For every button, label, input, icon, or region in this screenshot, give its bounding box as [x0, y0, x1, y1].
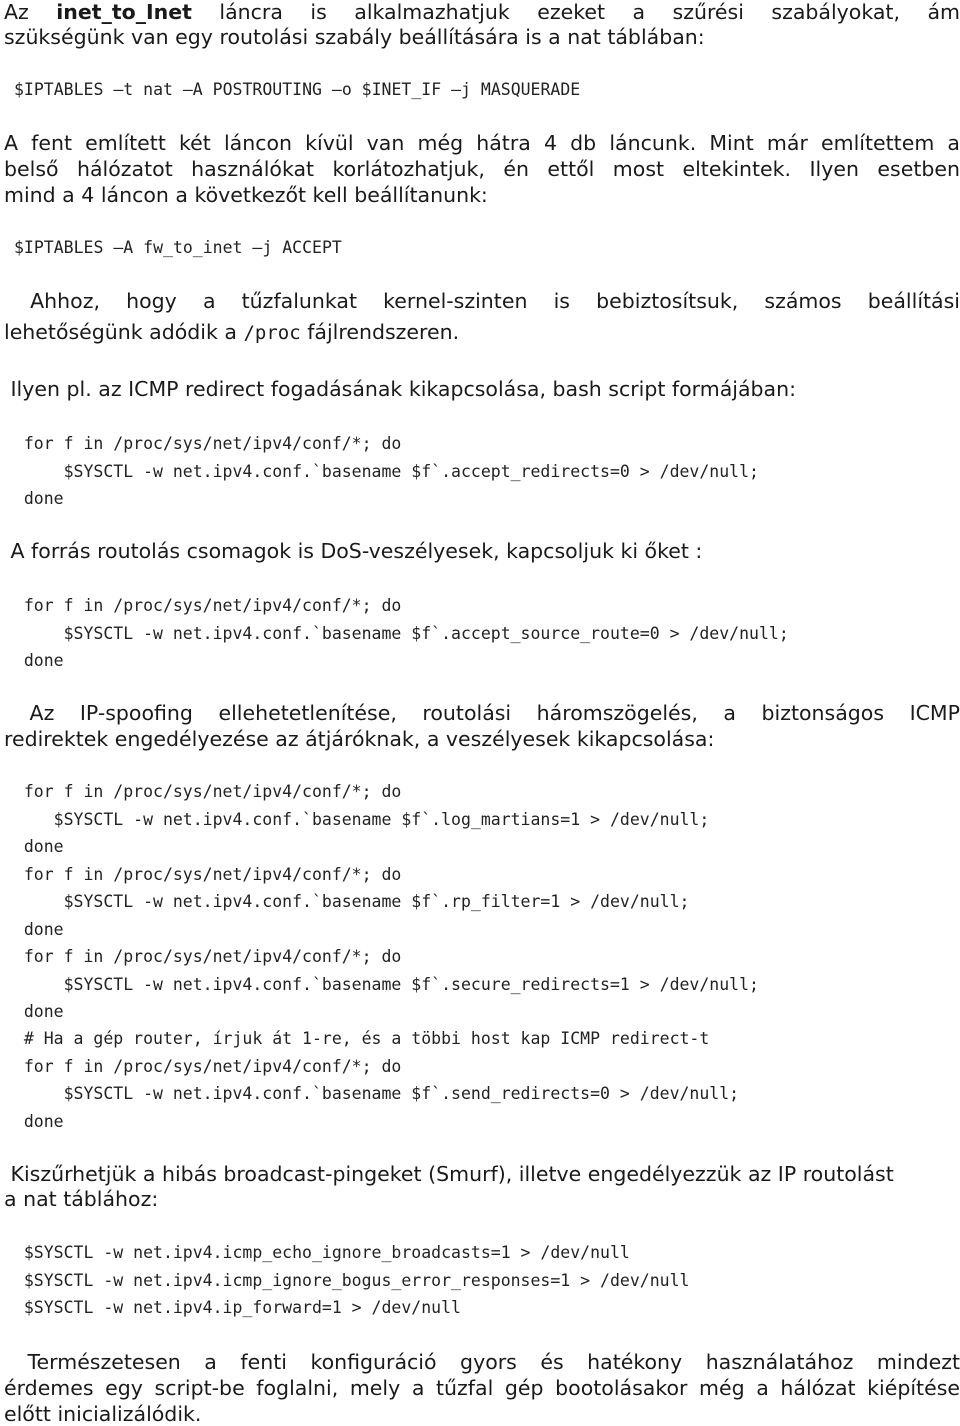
- intro-text-c: láncra is alkalmazhatjuk ezeket a szűrési szabályokat, ám: [191, 0, 960, 24]
- para3-text-a: lehetőségünk adódik a: [4, 320, 244, 344]
- para2-line-1: A fent említett két láncon kívül van még hátra 4 db láncunk. Mint már említettem a: [4, 131, 960, 155]
- intro-line-2: szükségünk van egy routolási szabály beállítására is a nat táblában:: [4, 25, 705, 49]
- code6-line-1: $SYSCTL -w net.ipv4.icmp_echo_ignore_broadcasts=1 > /dev/null: [4, 1243, 630, 1262]
- code-accept: $IPTABLES –A fw_to_inet –j ACCEPT: [14, 238, 342, 257]
- proc-path: /proc: [243, 322, 301, 344]
- code5-line-11: for f in /proc/sys/net/ipv4/conf/*; do: [4, 1057, 402, 1076]
- code4-line-1: for f in /proc/sys/net/ipv4/conf/*; do: [4, 596, 402, 615]
- code5-line-9: done: [4, 1002, 64, 1021]
- code4-line-2: $SYSCTL -w net.ipv4.conf.`basename $f`.accept_source_route=0 > /dev/null;: [4, 624, 789, 643]
- code5-comment: # Ha a gép router, írjuk át 1-re, és a többi host kap ICMP redirect-t: [4, 1029, 710, 1048]
- para2-line-2: belső hálózatot használókat korlátozhatjuk, én ettől most eltekintek. Ilyen esetben: [4, 157, 960, 181]
- code5-line-4: for f in /proc/sys/net/ipv4/conf/*; do: [4, 865, 402, 884]
- chain-name: inet_to_Inet: [56, 0, 192, 24]
- code5-line-6: done: [4, 920, 64, 939]
- code5-line-5: $SYSCTL -w net.ipv4.conf.`basename $f`.rp_filter=1 > /dev/null;: [4, 892, 690, 911]
- code5-line-12: $SYSCTL -w net.ipv4.conf.`basename $f`.send_redirects=0 > /dev/null;: [4, 1084, 740, 1103]
- code5-line-3: done: [4, 837, 64, 856]
- code5-line-13: done: [4, 1112, 64, 1131]
- code5-line-2: $SYSCTL -w net.ipv4.conf.`basename $f`.log_martians=1 > /dev/null;: [4, 810, 710, 829]
- code-masquerade: $IPTABLES –t nat –A POSTROUTING –o $INET_IF –j MASQUERADE: [14, 80, 581, 99]
- para8-line-3: előtt inicializálódik.: [4, 1402, 202, 1426]
- code6-line-2: $SYSCTL -w net.ipv4.icmp_ignore_bogus_error_responses=1 > /dev/null: [4, 1271, 690, 1290]
- para6-line-1: Az IP-spoofing ellehetetlenítése, routolási háromszögelés, a biztonságos ICMP: [4, 701, 960, 725]
- para3-line-2: [4, 320, 960, 344]
- para3-line-1: Ahhoz, hogy a tűzfalunkat kernel-szinten is bebiztosítsuk, számos beállítási: [4, 289, 960, 313]
- para5-line: A forrás routolás csomagok is DoS-veszélyesek, kapcsoljuk ki őket :: [4, 539, 703, 563]
- code6-line-3: $SYSCTL -w net.ipv4.ip_forward=1 > /dev/null: [4, 1298, 461, 1317]
- para7-line-1: Kiszűrhetjük a hibás broadcast-pingeket (Smurf), illetve engedélyezzük az IP routolást: [4, 1162, 894, 1186]
- code5-line-1: for f in /proc/sys/net/ipv4/conf/*; do: [4, 782, 402, 801]
- code3-line-2: $SYSCTL -w net.ipv4.conf.`basename $f`.accept_redirects=0 > /dev/null;: [4, 462, 759, 481]
- code3-line-1: for f in /proc/sys/net/ipv4/conf/*; do: [4, 434, 402, 453]
- para3-text-b: fájlrendszeren.: [300, 320, 460, 344]
- para4-line: Ilyen pl. az ICMP redirect fogadásának kikapcsolása, bash script formájában:: [4, 377, 797, 401]
- code4-line-3: done: [4, 651, 64, 670]
- para8-line-2: érdemes egy script-be foglalni, mely a tűzfal gép bootolásakor még a hálózat kiépítése: [4, 1376, 960, 1400]
- code5-line-8: $SYSCTL -w net.ipv4.conf.`basename $f`.secure_redirects=1 > /dev/null;: [4, 975, 759, 994]
- para2-line-3: mind a 4 láncon a következőt kell beállítanunk:: [4, 183, 488, 207]
- para8-line-1: Természetesen a fenti konfiguráció gyors és hatékony használatához mindezt: [4, 1350, 960, 1374]
- para7-line-2: a nat táblához:: [4, 1187, 159, 1211]
- intro-line-1: [4, 0, 960, 24]
- intro-text-a: Az: [4, 0, 57, 24]
- code5-line-7: for f in /proc/sys/net/ipv4/conf/*; do: [4, 947, 402, 966]
- para6-line-2: redirektek engedélyezése az átjáróknak, a veszélyesek kikapcsolása:: [4, 727, 715, 751]
- code3-line-3: done: [4, 489, 64, 508]
